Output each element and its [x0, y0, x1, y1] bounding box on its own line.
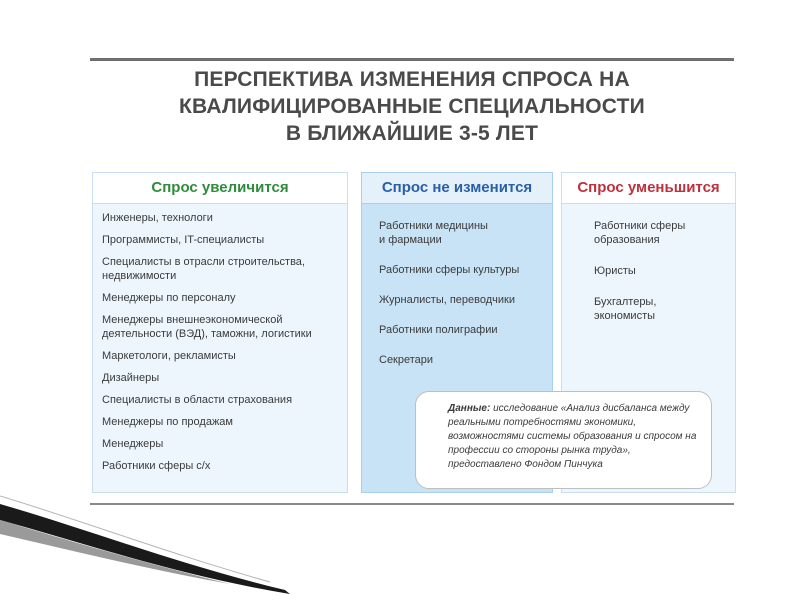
column-unchanged-header: Спрос не изменится — [362, 173, 552, 204]
list-item: Менеджеры по персоналу — [102, 292, 236, 304]
title-line-2: КВАЛИФИЦИРОВАННЫЕ СПЕЦИАЛЬНОСТИ — [179, 95, 645, 118]
list-item: Дизайнеры — [102, 372, 160, 384]
list-item: Работники сферы культуры — [379, 264, 520, 276]
list-item: Работники полиграфии — [379, 324, 498, 336]
list-item: Работники медицины и фармации — [379, 220, 488, 246]
list-item: Менеджеры внешнеэкономической деятельности (ВЭД), таможни, логистики — [102, 314, 312, 340]
list-item: Юристы — [594, 265, 636, 277]
column-increase — [92, 172, 348, 493]
source-note — [415, 391, 712, 489]
list-item: Менеджеры по продажам — [102, 416, 233, 428]
list-item: Журналисты, переводчики — [379, 294, 515, 306]
list-item: Менеджеры — [102, 438, 164, 450]
column-increase-list — [102, 211, 341, 481]
list-item: Специалисты в отрасли строительства, недвижимости — [102, 256, 305, 282]
swoosh-dark-stroke — [0, 504, 290, 594]
column-decrease-header: Спрос уменьшится — [562, 173, 735, 204]
title-line-3: В БЛИЖАЙШИЕ 3-5 ЛЕТ — [285, 122, 539, 145]
list-item: Инженеры, технологи — [102, 212, 213, 224]
list-item: Программисты, IT-специалисты — [102, 234, 265, 246]
column-decrease-list — [594, 219, 729, 340]
column-increase-header: Спрос увеличится — [93, 173, 347, 204]
list-item: Специалисты в области страхования — [102, 394, 293, 406]
source-note-text: исследование «Анализ дисбаланса между реальными потребностями экономики, возможностями системы образования и спросом на профессии со стороны рынка труда», предоставлено Фондом Пинчука — [448, 403, 697, 470]
list-item: Работники сферы образования — [594, 220, 686, 246]
list-item: Работники сферы с/х — [102, 460, 211, 472]
decorative-swoosh — [0, 490, 300, 600]
page-title — [90, 66, 734, 147]
list-item: Бухгалтеры, экономисты — [594, 296, 657, 322]
source-note-label: Данные: — [448, 403, 491, 414]
top-rule — [90, 58, 734, 61]
column-unchanged-list — [379, 219, 546, 383]
list-item: Секретари — [379, 354, 434, 366]
list-item: Маркетологи, рекламисты — [102, 350, 236, 362]
title-line-1: ПЕРСПЕКТИВА ИЗМЕНЕНИЯ СПРОСА НА — [194, 68, 630, 91]
